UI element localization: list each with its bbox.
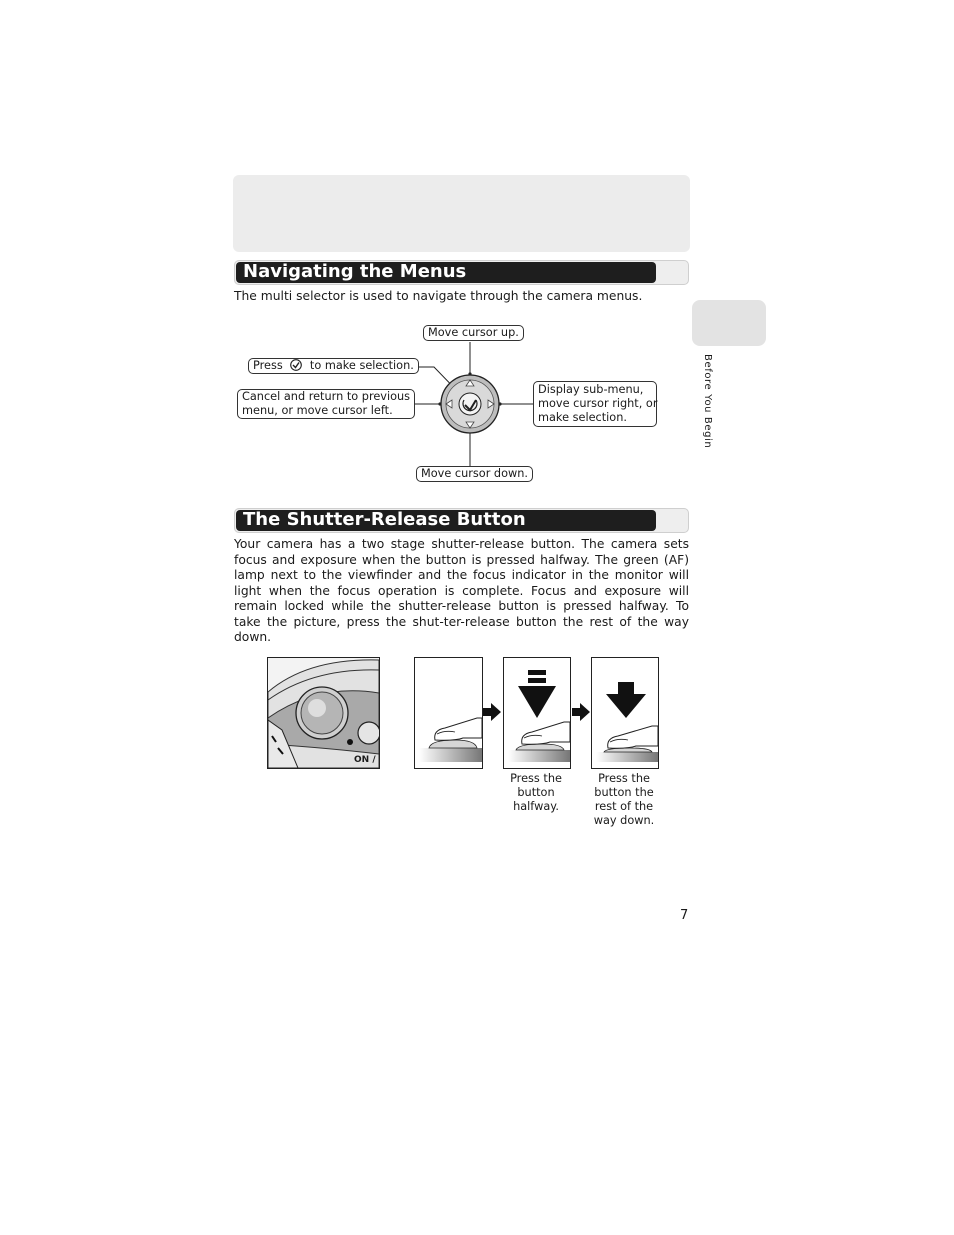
camera-top-illustration xyxy=(267,657,380,769)
heading-text: Navigating the Menus xyxy=(243,261,467,282)
page-number: 7 xyxy=(680,908,689,923)
shutter-paragraph: Your camera has a two stage shutter-release button. The camera sets focus and exposure when the button is pressed halfway. The green (AF) lamp next to the viewfinder and the focus indicator in the monitor will light when the focus operation is complete. Focus and exposure will remain locked while the shutter-release button is pressed halfway. To take the picture, press the shut-ter-release button the rest of the way down. xyxy=(234,537,689,644)
finger-full-press-illustration xyxy=(592,658,658,768)
arrow-right-icon xyxy=(483,703,501,721)
top-panel xyxy=(233,175,690,252)
camera-body-illustration xyxy=(268,658,379,768)
callout-left xyxy=(237,389,415,419)
callout-right xyxy=(533,381,657,427)
caption-halfway-line1: Press the xyxy=(510,772,562,785)
multi-selector-icon xyxy=(441,375,499,433)
caption-full-line3: rest of the xyxy=(594,800,654,813)
callout-press-after: to make selection. xyxy=(309,359,414,372)
callout-left-line1: Cancel and return to previous xyxy=(242,390,411,403)
section-heading-navigating xyxy=(234,260,689,285)
callout-press xyxy=(248,358,419,374)
chapter-tab-label: Before You Begin xyxy=(702,354,713,449)
callout-right-line2: move cursor right, or xyxy=(538,397,658,410)
section-heading-shutter xyxy=(234,508,689,533)
enter-icon xyxy=(289,359,303,371)
caption-full-line1: Press the xyxy=(598,772,650,785)
caption-halfway-line2: button xyxy=(517,786,555,799)
callout-left-line2: menu, or move cursor left. xyxy=(242,404,393,417)
callout-right-line3: make selection. xyxy=(538,411,627,424)
intro-paragraph: The multi selector is used to navigate through the camera menus. xyxy=(234,289,643,303)
heading-text: The Shutter-Release Button xyxy=(243,509,526,530)
caption-full-line4: way down. xyxy=(593,814,655,827)
arrow-right-icon xyxy=(572,703,590,721)
callout-press-before: Press xyxy=(253,359,283,372)
shutter-panel-halfway xyxy=(503,657,571,769)
caption-full-line2: button the xyxy=(594,786,654,799)
finger-half-press-illustration xyxy=(504,658,570,768)
callout-up: Move cursor up. xyxy=(423,325,524,341)
callout-down: Move cursor down. xyxy=(416,466,533,482)
caption-full xyxy=(587,772,661,828)
finger-rest-illustration xyxy=(415,658,482,768)
chapter-tab xyxy=(692,300,766,346)
shutter-panel-full xyxy=(591,657,659,769)
camera-power-label: ON / xyxy=(354,755,376,765)
caption-halfway xyxy=(503,772,569,814)
callout-right-line1: Display sub-menu, xyxy=(538,383,644,396)
shutter-panel-rest xyxy=(414,657,483,769)
caption-halfway-line3: halfway. xyxy=(513,800,559,813)
